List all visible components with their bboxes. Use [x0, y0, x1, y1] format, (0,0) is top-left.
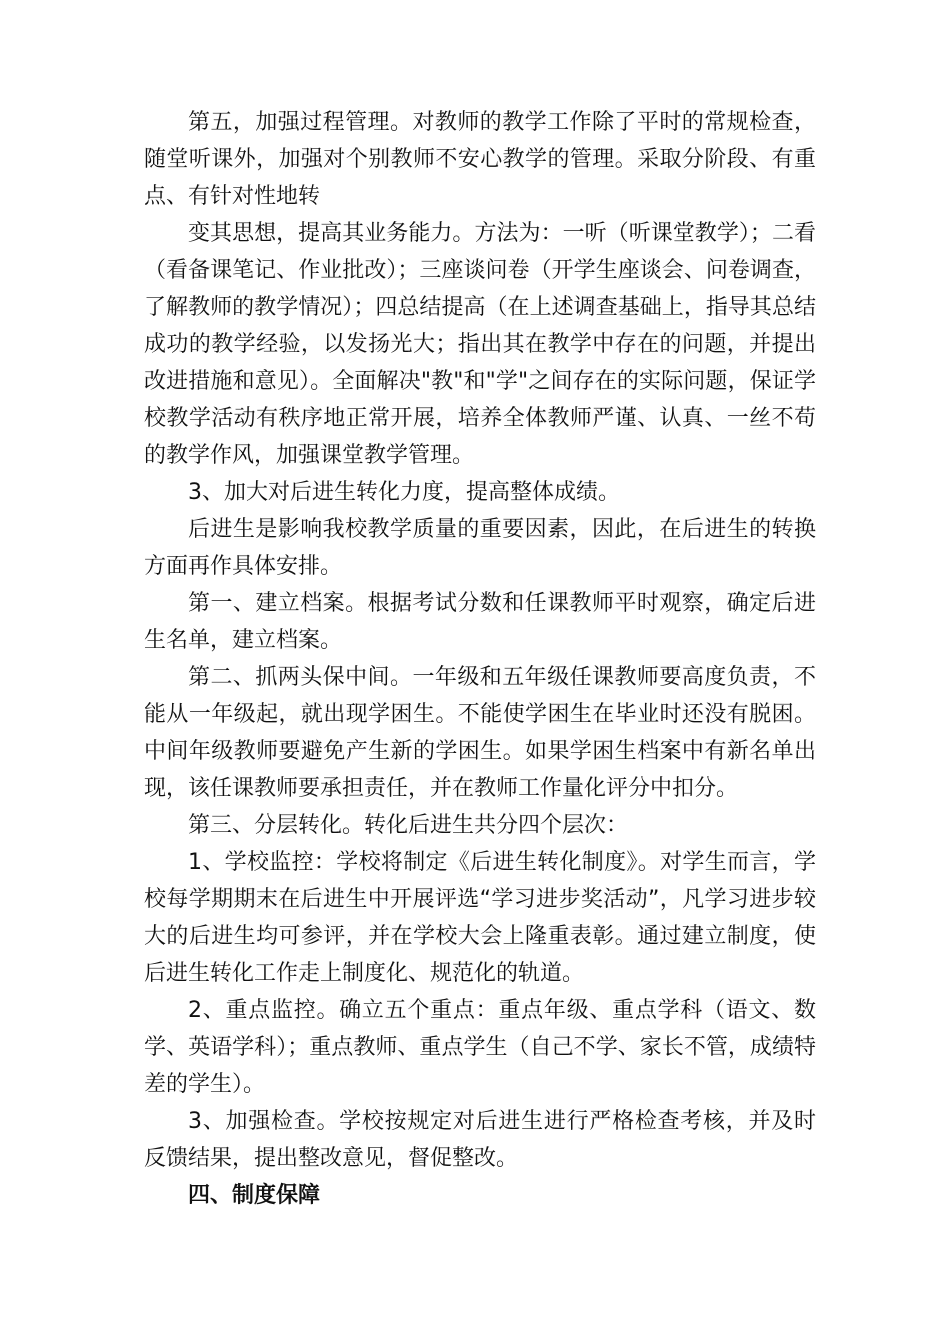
paragraph: 3、加大对后进生转化力度，提高整体成绩。	[188, 480, 620, 505]
section-heading: 四、制度保障	[188, 1183, 321, 1208]
paragraph: 变其思想，提高其业务能力。方法为：一听（听课堂教学）；二看（看备课笔记、作业批改）；三座谈问卷（开学生座谈会、问卷调查，了解教师的教学情况）；四总结提高（在上述调查基础上，指导其总结成功的教学经验，以发扬光大；指出其在教学中存在的问题，并提出改进措施和意见）。全面解决"教"和"学"之间存在的实际问题，保证学校教学活动有秩序地正常开展，培养全体教师严谨、认真、一丝不苟的教学作风，加强课堂教学管理。	[144, 221, 816, 468]
paragraph: 第五，加强过程管理。对教师的教学工作除了平时的常规检查，随堂听课外，加强对个别教师不安心教学的管理。采取分阶段、有重点、有针对性地转	[144, 110, 816, 209]
paragraph: 第一、建立档案。根据考试分数和任课教师平时观察，确定后进生名单，建立档案。	[144, 591, 816, 653]
paragraph: 第二、抓两头保中间。一年级和五年级任课教师要高度负责，不能从一年级起，就出现学困生。不能使学困生在毕业时还没有脱困。中间年级教师要避免产生新的学困生。如果学困生档案中有新名单出现，该任课教师要承担责任，并在教师工作量化评分中扣分。	[144, 665, 816, 801]
paragraph: 1、学校监控：学校将制定《后进生转化制度》。对学生而言，学校每学期期末在后进生中开展评选“学习进步奖活动”，凡学习进步较大的后进生均可参评，并在学校大会上隆重表彰。通过建立制度，使后进生转化工作走上制度化、规范化的轨道。	[144, 850, 816, 986]
document-body	[144, 104, 816, 1214]
paragraph: 3、加强检查。学校按规定对后进生进行严格检查考核，并及时反馈结果，提出整改意见，督促整改。	[144, 1109, 816, 1171]
paragraph: 2、重点监控。确立五个重点：重点年级、重点学科（语文、数学、英语学科）；重点教师、重点学生（自己不学、家长不管，成绩特差的学生）。	[144, 998, 816, 1097]
paragraph: 后进生是影响我校教学质量的重要因素，因此，在后进生的转换方面再作具体安排。	[144, 517, 816, 579]
paragraph: 第三、分层转化。转化后进生共分四个层次：	[188, 813, 629, 838]
